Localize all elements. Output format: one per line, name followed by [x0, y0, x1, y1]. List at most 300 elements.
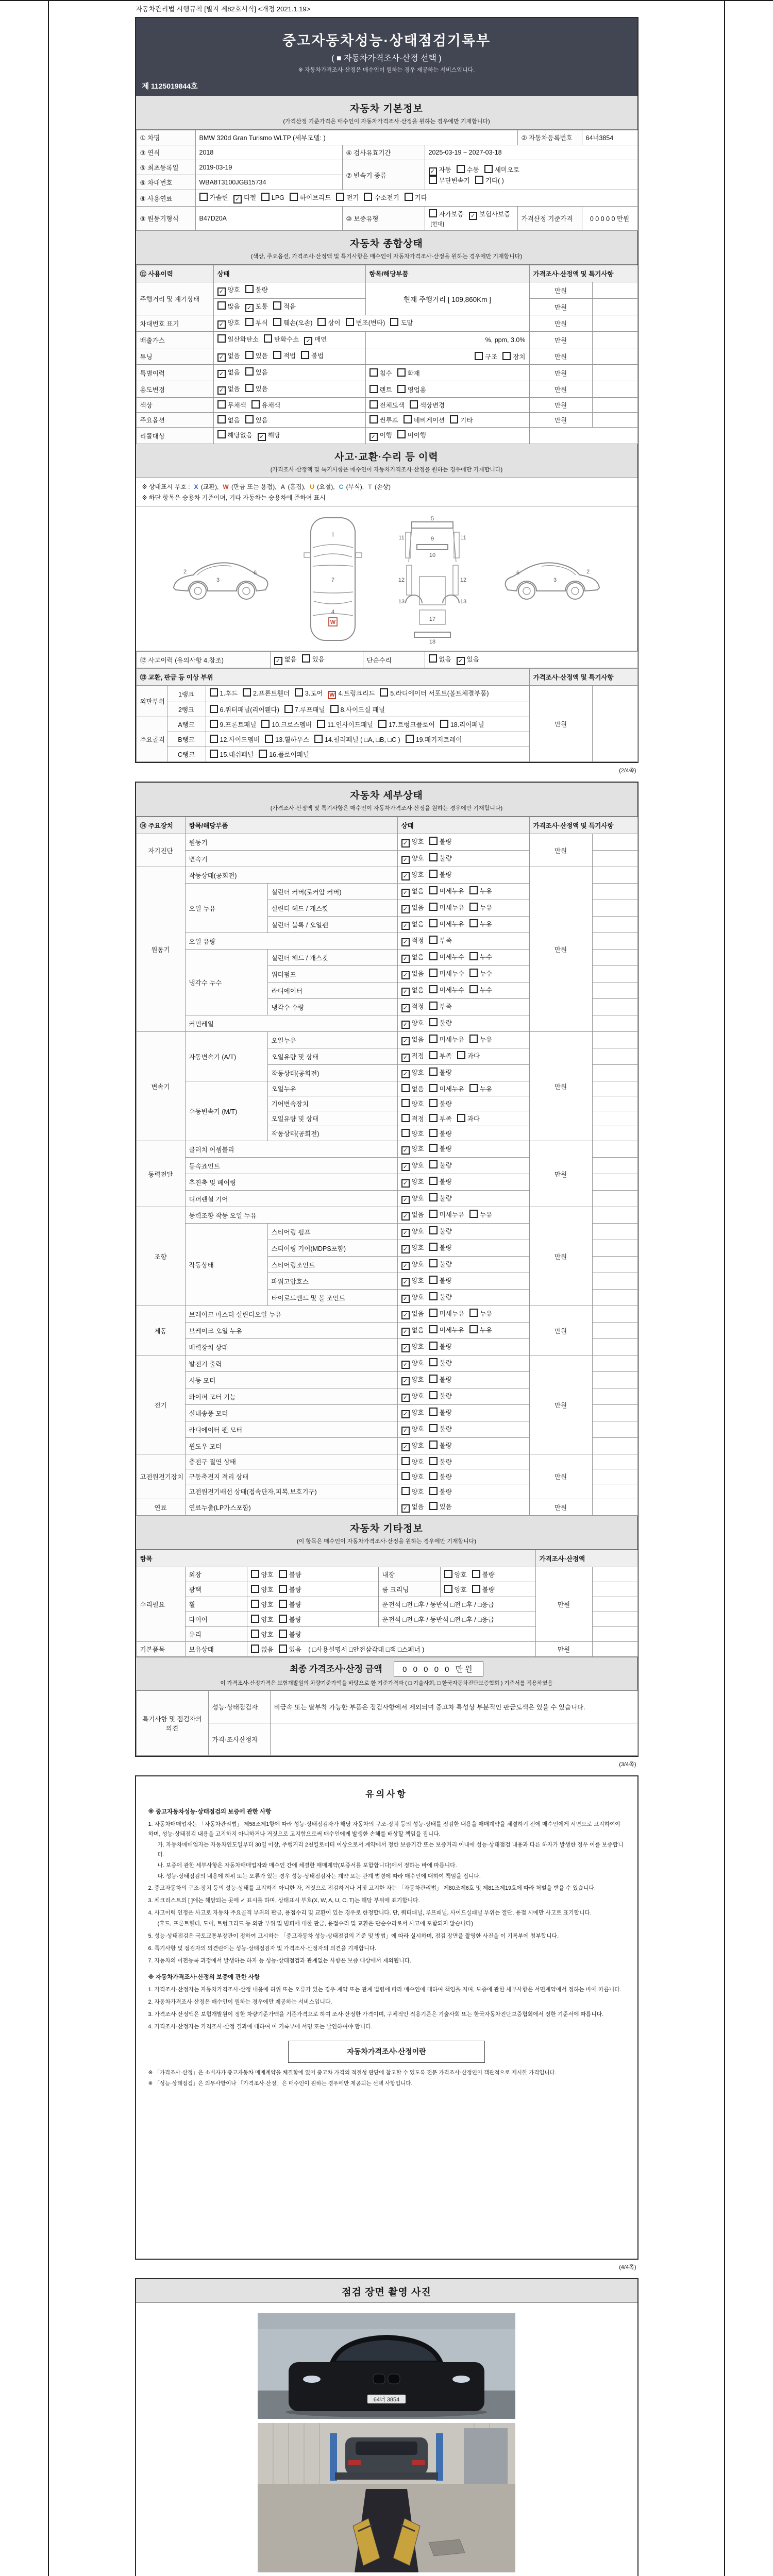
checkbox-option[interactable] — [429, 1114, 452, 1123]
checkbox-option[interactable] — [273, 351, 296, 360]
checkbox-icon[interactable] — [429, 1502, 438, 1510]
checkbox-option[interactable] — [401, 1502, 424, 1513]
checked-checkbox-icon[interactable] — [401, 1229, 410, 1237]
checkbox-option[interactable] — [429, 936, 452, 945]
checkbox-option[interactable] — [401, 837, 424, 848]
checkbox-option[interactable] — [251, 1630, 274, 1639]
checkbox-icon[interactable] — [429, 1487, 438, 1495]
checkbox-option[interactable] — [243, 688, 290, 698]
checkbox-icon[interactable] — [406, 735, 414, 743]
checkbox-option[interactable] — [429, 1099, 452, 1108]
checkbox-icon[interactable] — [243, 688, 251, 697]
checkbox-option[interactable] — [429, 1391, 452, 1400]
checkbox-icon[interactable] — [284, 705, 293, 713]
checked-checkbox-icon[interactable] — [401, 1410, 410, 1418]
checked-checkbox-icon[interactable] — [401, 1344, 410, 1352]
checkbox-icon[interactable] — [429, 176, 437, 184]
checkbox-icon[interactable] — [429, 1391, 438, 1399]
checkbox-option[interactable] — [469, 1084, 492, 1093]
checked-checkbox-icon[interactable] — [401, 1070, 410, 1078]
checked-checkbox-icon[interactable] — [401, 905, 410, 913]
checkbox-icon[interactable] — [429, 1457, 438, 1465]
checkbox-icon[interactable] — [401, 1114, 410, 1122]
checkbox-option[interactable] — [217, 351, 240, 362]
checked-checkbox-icon[interactable] — [401, 1054, 410, 1062]
checkbox-option[interactable] — [429, 1084, 464, 1093]
checkbox-icon[interactable] — [217, 430, 226, 438]
checked-checkbox-icon[interactable] — [401, 856, 410, 864]
checkbox-option[interactable] — [401, 969, 424, 979]
checkbox-icon[interactable] — [429, 837, 438, 845]
checkbox-icon[interactable] — [210, 705, 218, 713]
checked-checkbox-icon[interactable] — [401, 1146, 410, 1155]
checkbox-option[interactable] — [401, 1144, 424, 1155]
checkbox-icon[interactable] — [245, 285, 254, 293]
checkbox-icon[interactable] — [429, 919, 438, 927]
checkbox-icon[interactable] — [210, 688, 218, 697]
checkbox-option[interactable] — [330, 705, 385, 714]
checkbox-icon[interactable] — [429, 952, 438, 960]
checkbox-option[interactable] — [429, 919, 464, 928]
checkbox-option[interactable] — [245, 351, 268, 360]
checkbox-icon[interactable] — [429, 1424, 438, 1432]
checkbox-icon[interactable] — [502, 352, 511, 360]
checked-checkbox-icon[interactable] — [401, 872, 410, 880]
checkbox-option[interactable] — [405, 193, 427, 202]
checkbox-option[interactable] — [401, 1375, 424, 1385]
checkbox-option[interactable] — [401, 1243, 424, 1253]
checkbox-icon[interactable] — [429, 1210, 438, 1218]
checkbox-option[interactable] — [369, 430, 392, 441]
checkbox-icon[interactable] — [401, 1129, 410, 1137]
checkbox-icon[interactable] — [397, 385, 406, 393]
checkbox-icon[interactable] — [469, 985, 478, 993]
checkbox-icon[interactable] — [469, 1084, 478, 1092]
checkbox-option[interactable] — [265, 735, 309, 744]
checkbox-icon[interactable] — [279, 1645, 287, 1653]
checkbox-option[interactable] — [364, 193, 399, 202]
checkbox-option[interactable] — [469, 919, 492, 928]
checkbox-icon[interactable] — [469, 969, 478, 977]
checkbox-option[interactable] — [457, 1114, 480, 1123]
checkbox-option[interactable] — [328, 688, 375, 699]
checkbox-option[interactable] — [401, 1084, 424, 1093]
checkbox-icon[interactable] — [429, 903, 438, 911]
checkbox-option[interactable] — [429, 1440, 452, 1450]
checked-checkbox-icon[interactable] — [233, 195, 242, 204]
checkbox-icon[interactable] — [279, 1615, 287, 1623]
checkbox-icon[interactable] — [397, 430, 406, 438]
checkbox-option[interactable] — [429, 1502, 452, 1511]
checkbox-option[interactable] — [284, 705, 325, 714]
checkbox-option[interactable] — [264, 334, 299, 344]
checkbox-icon[interactable] — [469, 886, 478, 894]
checkbox-option[interactable] — [210, 735, 260, 744]
checked-checkbox-icon[interactable] — [401, 1037, 410, 1045]
checkbox-option[interactable] — [401, 1424, 424, 1435]
checkbox-icon[interactable] — [245, 367, 254, 376]
checked-checkbox-icon[interactable] — [401, 955, 410, 963]
checkbox-option[interactable] — [290, 193, 331, 202]
checkbox-icon[interactable] — [469, 903, 478, 911]
checkbox-option[interactable] — [401, 1099, 424, 1108]
checkbox-icon[interactable] — [217, 334, 226, 343]
checkbox-option[interactable] — [401, 853, 424, 864]
checkbox-option[interactable] — [429, 1002, 452, 1011]
checkbox-option[interactable] — [401, 1114, 424, 1123]
checkbox-icon[interactable] — [475, 352, 483, 360]
checkbox-option[interactable] — [401, 952, 424, 963]
checked-checkbox-icon[interactable] — [274, 657, 282, 665]
checkbox-option[interactable] — [245, 415, 268, 425]
checkbox-option[interactable] — [210, 688, 238, 698]
checkbox-icon[interactable] — [401, 1487, 410, 1495]
checkbox-option[interactable] — [217, 400, 246, 410]
checkbox-option[interactable] — [469, 1210, 492, 1219]
checkbox-option[interactable] — [217, 415, 240, 425]
checkbox-option[interactable] — [429, 1177, 452, 1186]
checkbox-option[interactable] — [469, 1035, 492, 1044]
checkbox-option[interactable] — [279, 1585, 301, 1594]
checked-checkbox-icon[interactable] — [429, 167, 437, 176]
checkbox-icon[interactable] — [317, 720, 325, 728]
checkbox-option[interactable] — [369, 400, 405, 410]
checkbox-icon[interactable] — [444, 1585, 452, 1593]
checkbox-icon[interactable] — [457, 165, 465, 173]
checkbox-option[interactable] — [397, 385, 426, 394]
checkbox-icon[interactable] — [199, 193, 208, 201]
checkbox-icon[interactable] — [429, 1309, 438, 1317]
checked-checkbox-icon[interactable] — [401, 971, 410, 979]
checked-checkbox-icon[interactable] — [304, 337, 312, 345]
checked-checkbox-icon[interactable] — [401, 988, 410, 996]
checked-checkbox-icon[interactable] — [401, 1278, 410, 1286]
checkbox-icon[interactable] — [251, 1570, 259, 1578]
checked-checkbox-icon[interactable] — [401, 1179, 410, 1188]
checkbox-icon[interactable] — [429, 1408, 438, 1416]
checked-checkbox-icon[interactable] — [401, 1394, 410, 1402]
checkbox-icon[interactable] — [295, 688, 303, 697]
checkbox-option[interactable] — [429, 1342, 452, 1351]
checked-checkbox-icon[interactable] — [401, 839, 410, 848]
checkbox-icon[interactable] — [217, 415, 226, 423]
checkbox-option[interactable] — [251, 1645, 274, 1654]
checkbox-icon[interactable] — [217, 301, 226, 310]
checkbox-icon[interactable] — [405, 193, 413, 201]
checked-checkbox-icon[interactable] — [401, 1212, 410, 1221]
checkbox-icon[interactable] — [380, 688, 388, 697]
checked-checkbox-icon[interactable] — [401, 1377, 410, 1385]
checkbox-icon[interactable] — [475, 176, 483, 184]
checkbox-option[interactable] — [304, 334, 327, 345]
checkbox-icon[interactable] — [251, 1600, 259, 1608]
checked-checkbox-icon[interactable] — [401, 1021, 410, 1029]
checkbox-option[interactable] — [401, 985, 424, 996]
checkbox-option[interactable] — [429, 969, 464, 978]
checkbox-option[interactable] — [245, 285, 268, 294]
checkbox-option[interactable] — [401, 1487, 424, 1496]
checkbox-option[interactable] — [469, 1309, 492, 1318]
checked-checkbox-icon[interactable] — [258, 433, 266, 441]
checkbox-icon[interactable] — [429, 870, 438, 878]
checkbox-icon[interactable] — [429, 1472, 438, 1480]
checkbox-icon[interactable] — [429, 1051, 438, 1059]
checkbox-icon[interactable] — [469, 952, 478, 960]
checkbox-option[interactable] — [369, 385, 392, 394]
checkbox-icon[interactable] — [429, 1375, 438, 1383]
vehicle-front-photo[interactable] — [258, 2313, 515, 2419]
checkbox-option[interactable] — [429, 985, 464, 994]
checkbox-icon[interactable] — [429, 853, 438, 861]
checkbox-option[interactable] — [217, 318, 240, 329]
checkbox-icon[interactable] — [429, 1259, 438, 1267]
checkbox-icon[interactable] — [429, 1002, 438, 1010]
checkbox-option[interactable] — [217, 430, 253, 439]
checked-checkbox-icon[interactable] — [401, 1196, 410, 1204]
checkbox-icon[interactable] — [314, 735, 323, 743]
checkbox-option[interactable] — [429, 1051, 452, 1060]
checkbox-option[interactable] — [217, 285, 240, 296]
checkbox-icon[interactable] — [472, 1570, 480, 1578]
checkbox-icon[interactable] — [429, 1226, 438, 1234]
checkbox-icon[interactable] — [261, 193, 270, 201]
checkbox-option[interactable] — [317, 720, 373, 729]
checkbox-icon[interactable] — [369, 385, 378, 393]
checkbox-icon[interactable] — [273, 318, 281, 326]
checkbox-icon[interactable] — [429, 1325, 438, 1333]
checkbox-icon[interactable] — [429, 1358, 438, 1366]
checkbox-option[interactable] — [469, 903, 492, 912]
checkbox-option[interactable] — [401, 1292, 424, 1303]
checked-checkbox-icon[interactable] — [217, 370, 226, 378]
checkbox-option[interactable] — [429, 1292, 452, 1301]
checkbox-option[interactable] — [472, 1570, 495, 1579]
checked-checkbox-icon[interactable] — [217, 287, 226, 296]
checkbox-icon[interactable] — [429, 209, 437, 217]
checkbox-option[interactable] — [469, 886, 492, 895]
checkbox-option[interactable] — [429, 1018, 452, 1027]
checkbox-option[interactable] — [401, 1391, 424, 1402]
checked-checkbox-icon[interactable] — [401, 1443, 410, 1451]
checkbox-icon[interactable] — [429, 1144, 438, 1152]
checkbox-icon[interactable] — [245, 351, 254, 359]
checkbox-option[interactable] — [429, 1259, 452, 1268]
checkbox-option[interactable] — [279, 1630, 301, 1639]
checkbox-icon[interactable] — [429, 1067, 438, 1076]
checkbox-icon[interactable] — [429, 1177, 438, 1185]
checked-checkbox-icon[interactable] — [401, 938, 410, 946]
checkbox-option[interactable] — [233, 193, 256, 204]
checkbox-icon[interactable] — [401, 1084, 410, 1092]
checkbox-option[interactable] — [251, 400, 280, 410]
checked-checkbox-icon[interactable] — [401, 1004, 410, 1012]
checked-checkbox-icon[interactable] — [401, 889, 410, 897]
checkbox-option[interactable] — [380, 688, 489, 698]
checkbox-option[interactable] — [469, 969, 492, 978]
checked-checkbox-icon[interactable] — [217, 353, 226, 362]
checkbox-icon[interactable] — [259, 750, 267, 758]
checkbox-icon[interactable] — [364, 193, 372, 201]
checkbox-option[interactable] — [429, 165, 451, 176]
checkbox-icon[interactable] — [390, 318, 398, 326]
checkbox-option[interactable] — [401, 1259, 424, 1270]
checkbox-icon[interactable] — [279, 1630, 287, 1638]
checkbox-option[interactable] — [274, 654, 297, 665]
checkbox-icon[interactable] — [429, 1342, 438, 1350]
checkbox-option[interactable] — [401, 886, 424, 897]
checkbox-option[interactable] — [401, 1408, 424, 1418]
checkbox-icon[interactable] — [469, 1210, 478, 1218]
checkbox-icon[interactable] — [290, 193, 298, 201]
checkbox-icon[interactable] — [330, 705, 339, 713]
checkbox-icon[interactable] — [210, 720, 218, 728]
checkbox-icon[interactable] — [429, 886, 438, 894]
checkbox-icon[interactable] — [264, 334, 272, 343]
checkbox-option[interactable] — [401, 1035, 424, 1045]
checkbox-option[interactable] — [397, 430, 426, 439]
checkbox-option[interactable] — [429, 1276, 452, 1285]
checkbox-option[interactable] — [457, 165, 479, 174]
checked-checkbox-icon[interactable] — [217, 386, 226, 395]
checkbox-option[interactable] — [429, 176, 470, 185]
checkbox-option[interactable] — [484, 165, 519, 174]
checkbox-option[interactable] — [401, 1067, 424, 1078]
checkbox-option[interactable] — [429, 1144, 452, 1153]
car-side-left-diagram[interactable] — [166, 546, 275, 613]
checkbox-icon[interactable] — [317, 318, 326, 326]
checkbox-option[interactable] — [369, 415, 398, 425]
checkbox-option[interactable] — [401, 1210, 424, 1221]
checkbox-option[interactable] — [401, 1129, 424, 1138]
checkbox-option[interactable] — [429, 952, 464, 961]
checked-checkbox-icon[interactable] — [401, 1295, 410, 1303]
checkbox-option[interactable] — [217, 384, 240, 395]
checkbox-option[interactable] — [401, 1309, 424, 1319]
checkbox-option[interactable] — [273, 301, 296, 311]
checkbox-option[interactable] — [317, 318, 340, 327]
checkbox-option[interactable] — [401, 1018, 424, 1029]
checkbox-option[interactable] — [429, 853, 452, 862]
checkbox-option[interactable] — [429, 654, 451, 664]
checkbox-option[interactable] — [279, 1570, 301, 1579]
checkbox-option[interactable] — [401, 1160, 424, 1171]
checkbox-icon[interactable] — [279, 1600, 287, 1608]
checkbox-option[interactable] — [302, 654, 325, 664]
checkbox-icon[interactable] — [245, 384, 254, 392]
checkbox-option[interactable] — [429, 1129, 452, 1138]
checkbox-option[interactable] — [429, 886, 464, 895]
checkbox-icon[interactable] — [429, 654, 437, 663]
checkbox-option[interactable] — [429, 1457, 452, 1466]
checkbox-icon[interactable] — [273, 351, 281, 359]
car-side-right-diagram[interactable] — [498, 546, 607, 613]
checkbox-icon[interactable] — [444, 1570, 452, 1578]
checkbox-option[interactable] — [401, 1226, 424, 1237]
checkbox-option[interactable] — [444, 1585, 467, 1594]
checkbox-icon[interactable] — [251, 1615, 259, 1623]
checkbox-option[interactable] — [429, 1358, 452, 1367]
checkbox-icon[interactable] — [245, 415, 254, 423]
checkbox-option[interactable] — [199, 193, 228, 202]
checkbox-icon[interactable] — [401, 1457, 410, 1465]
checkbox-option[interactable] — [472, 1585, 495, 1594]
checkbox-option[interactable] — [258, 430, 280, 441]
checked-checkbox-icon[interactable] — [245, 304, 254, 312]
w-mark-checkbox-icon[interactable] — [328, 691, 336, 699]
checkbox-option[interactable] — [401, 1358, 424, 1369]
checkbox-icon[interactable] — [336, 193, 344, 201]
checkbox-icon[interactable] — [369, 400, 378, 409]
checkbox-icon[interactable] — [429, 1160, 438, 1168]
checkbox-option[interactable] — [401, 1276, 424, 1286]
checkbox-option[interactable] — [410, 400, 445, 410]
checkbox-option[interactable] — [261, 193, 284, 201]
checkbox-option[interactable] — [502, 352, 525, 361]
checkbox-icon[interactable] — [457, 1051, 465, 1059]
checkbox-option[interactable] — [429, 1035, 464, 1044]
checkbox-icon[interactable] — [469, 919, 478, 927]
checked-checkbox-icon[interactable] — [401, 1504, 410, 1513]
checkbox-option[interactable] — [401, 1342, 424, 1352]
checkbox-icon[interactable] — [429, 1243, 438, 1251]
checkbox-option[interactable] — [251, 1600, 274, 1609]
checkbox-option[interactable] — [401, 919, 424, 930]
checkbox-icon[interactable] — [245, 318, 254, 326]
checkbox-option[interactable] — [429, 870, 452, 879]
checkbox-option[interactable] — [401, 1325, 424, 1336]
checkbox-option[interactable] — [251, 1570, 274, 1579]
checkbox-icon[interactable] — [251, 1645, 259, 1653]
checkbox-option[interactable] — [401, 1051, 424, 1062]
checkbox-option[interactable] — [390, 318, 413, 327]
checkbox-option[interactable] — [401, 870, 424, 880]
checkbox-icon[interactable] — [429, 1440, 438, 1449]
checked-checkbox-icon[interactable] — [401, 1245, 410, 1253]
checkbox-icon[interactable] — [261, 720, 270, 728]
checkbox-option[interactable] — [314, 735, 400, 744]
checkbox-option[interactable] — [401, 1440, 424, 1451]
checkbox-option[interactable] — [429, 1210, 464, 1219]
checkbox-icon[interactable] — [484, 165, 493, 173]
checkbox-option[interactable] — [429, 1487, 452, 1496]
checkbox-option[interactable] — [475, 352, 497, 361]
checkbox-icon[interactable] — [429, 1035, 438, 1043]
checkbox-option[interactable] — [301, 351, 324, 360]
checkbox-option[interactable] — [404, 415, 445, 425]
checkbox-icon[interactable] — [251, 400, 260, 409]
checkbox-icon[interactable] — [429, 1276, 438, 1284]
checkbox-icon[interactable] — [301, 351, 309, 359]
checkbox-icon[interactable] — [469, 1035, 478, 1043]
checkbox-icon[interactable] — [369, 415, 378, 423]
checkbox-option[interactable] — [251, 1585, 274, 1594]
checkbox-option[interactable] — [429, 903, 464, 912]
checkbox-icon[interactable] — [251, 1585, 259, 1593]
checked-checkbox-icon[interactable] — [401, 922, 410, 930]
checkbox-option[interactable] — [401, 936, 424, 946]
checkbox-option[interactable] — [401, 1457, 424, 1466]
checkbox-option[interactable] — [369, 368, 392, 378]
lift-inspection-photo[interactable] — [258, 2423, 515, 2572]
checkbox-icon[interactable] — [429, 1193, 438, 1201]
checkbox-option[interactable] — [217, 334, 259, 344]
checkbox-option[interactable] — [279, 1600, 301, 1609]
checkbox-icon[interactable] — [217, 400, 226, 409]
checkbox-option[interactable] — [261, 720, 312, 729]
checkbox-icon[interactable] — [429, 1099, 438, 1107]
checkbox-icon[interactable] — [404, 415, 412, 423]
checkbox-icon[interactable] — [346, 318, 354, 326]
